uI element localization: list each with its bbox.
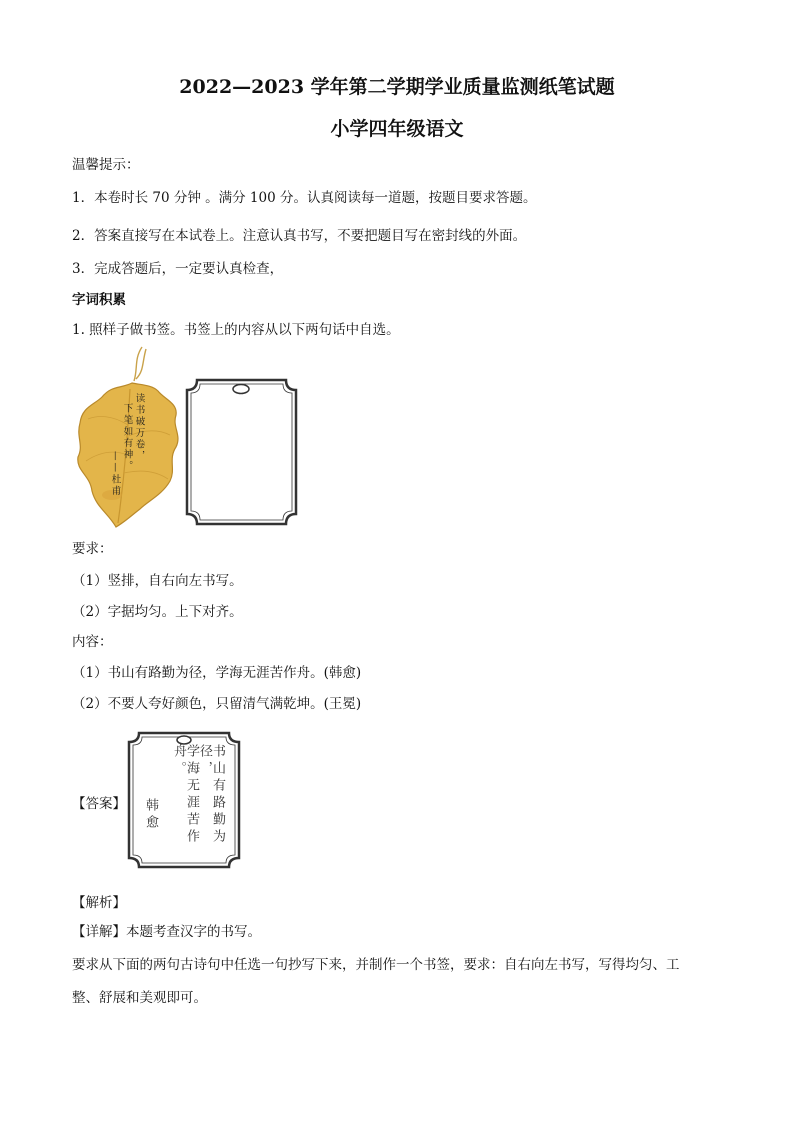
- requirement-1: （1）竖排，自右向左书写。: [72, 573, 243, 589]
- leaf-text-col3: ——杜甫: [109, 451, 121, 497]
- analysis-body-line1: 要求从下面的两句古诗句中任选一句抄写下来，并制作一个书签，要求：自右向左书写，写得均匀、工: [72, 957, 680, 973]
- answer-col2: 学海无涯苦作舟。: [171, 744, 199, 846]
- notice-item-2: 2．答案直接写在本试卷上。注意认真书写，不要把题目写在密封线的外面。: [72, 228, 527, 244]
- leaf-text-col1: 读书破万卷，: [133, 393, 145, 462]
- answer-bookmark: [126, 730, 242, 870]
- content-option-1: （1）书山有路勤为径，学海无涯苦作舟。(韩愈): [72, 665, 362, 681]
- answer-label: 【答案】: [72, 796, 126, 812]
- requirement-2: （2）字据均匀。上下对齐。: [72, 604, 243, 620]
- question-prompt: 1. 照样子做书签。书签上的内容从以下两句话中自选。: [72, 322, 400, 338]
- content-option-2: （2）不要人夸好颜色，只留清气满乾坤。(王冕): [72, 696, 362, 712]
- blank-bookmark-frame: [183, 376, 300, 528]
- requirements-heading: 要求：: [72, 541, 113, 557]
- example-leaf-bookmark: [72, 345, 184, 530]
- notice-item-1: 1．本卷时长 70 分钟 。满分 100 分。认真阅读每一道题，按题目要求答题。: [72, 190, 537, 206]
- notice-heading: 温馨提示：: [72, 157, 140, 173]
- page-title: 2022—2023 学年第二学期学业质量监测纸笔试题: [179, 76, 615, 98]
- page-subtitle: 小学四年级语文: [330, 118, 464, 140]
- answer-col3: 韩愈: [143, 798, 158, 832]
- notice-item-3: 3．完成答题后，一定要认真检查，: [72, 261, 284, 277]
- leaf-text-col2: 下笔如有神。: [121, 403, 133, 472]
- analysis-detail: 【详解】本题考查汉字的书写。: [72, 924, 261, 940]
- content-heading: 内容：: [72, 634, 113, 650]
- answer-col1: 书山有路勤为径，: [197, 744, 225, 846]
- analysis-label: 【解析】: [72, 895, 126, 911]
- analysis-body-line2: 整、舒展和美观即可。: [72, 990, 207, 1006]
- section-title: 字词积累: [72, 292, 126, 308]
